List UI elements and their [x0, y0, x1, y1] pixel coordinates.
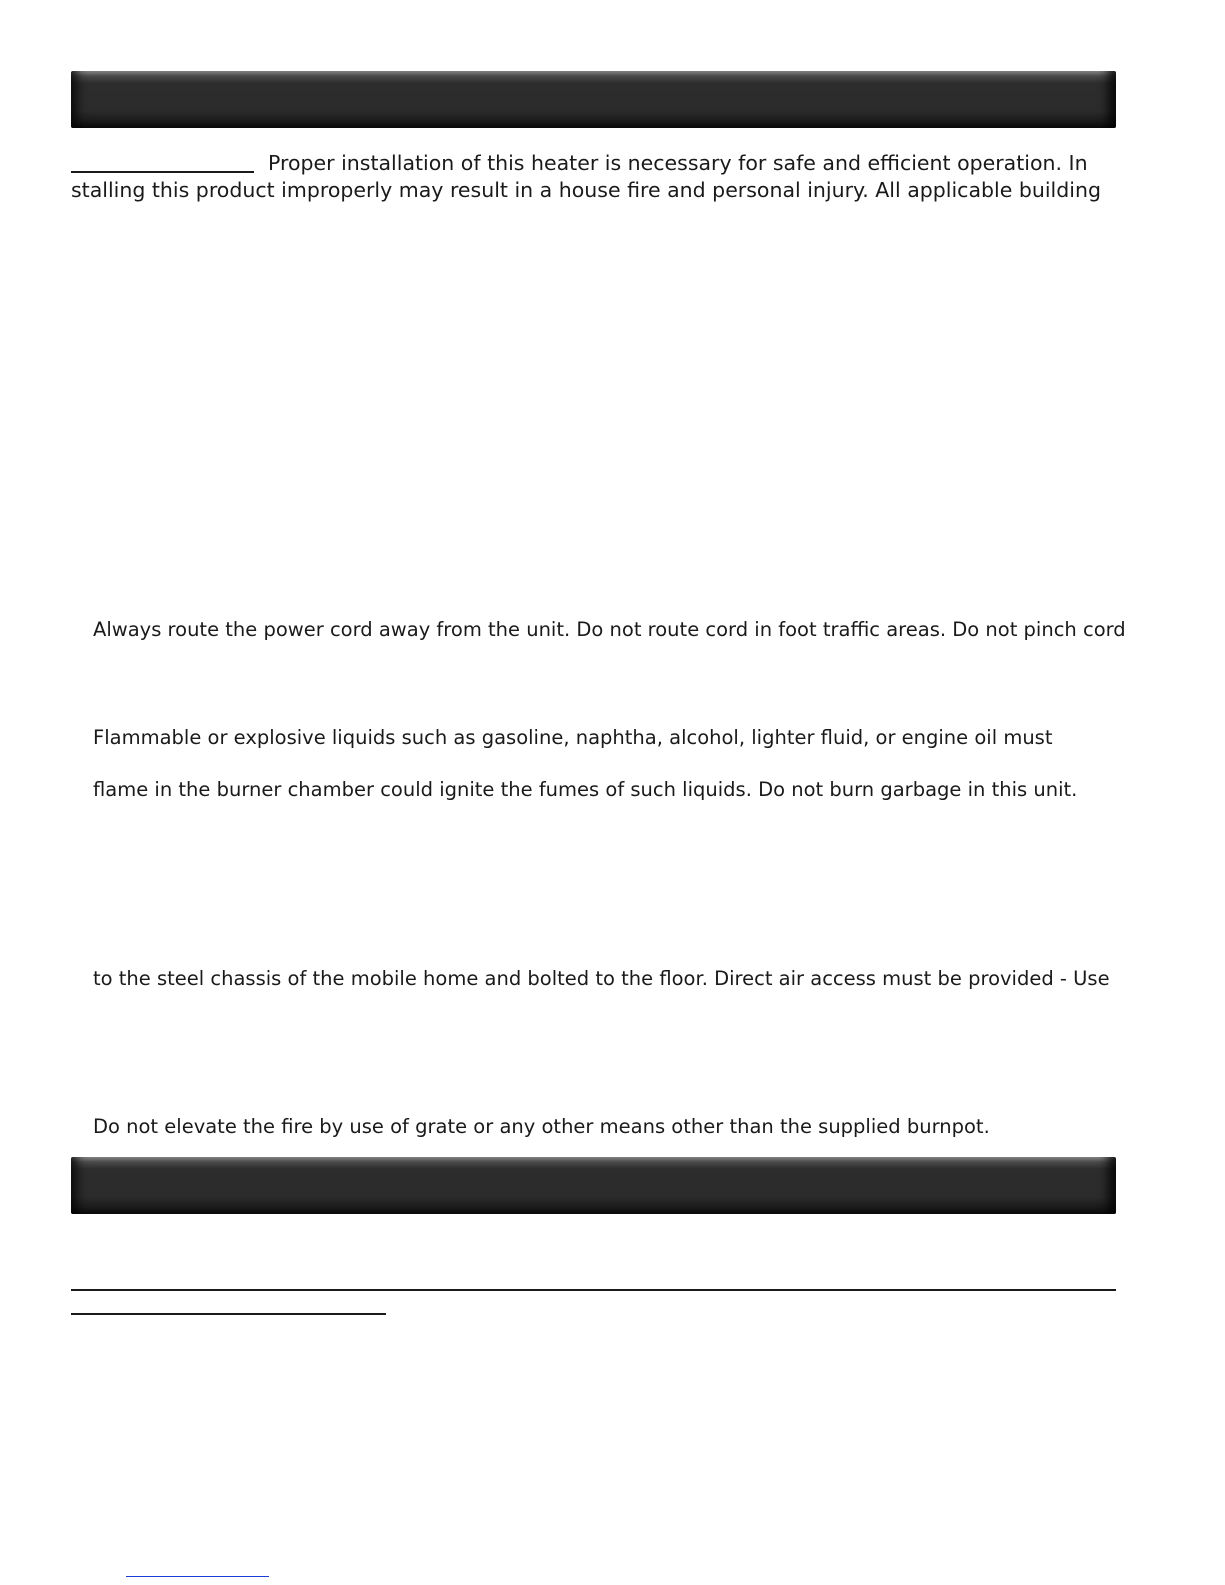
- section-header-bar-top: [71, 71, 1116, 128]
- intro-text-1: Proper installation of this heater is necessary for safe and efficient operation. In: [268, 151, 1088, 175]
- intro-line-1: [71, 151, 1088, 174]
- underline-rule-full: [71, 1289, 1116, 1291]
- intro-line-2: stalling this product improperly may result in a house fire and personal injury. All applicable building: [71, 178, 1101, 202]
- heading-underline-blank: [71, 151, 254, 173]
- warning-grate: Do not elevate the fire by use of grate or any other means other than the supplied burnpot.: [93, 1115, 990, 1138]
- warning-mobile-home: to the steel chassis of the mobile home and bolted to the floor. Direct air access must be provided - Use: [93, 967, 1110, 990]
- warning-burner-flame: flame in the burner chamber could ignite the fumes of such liquids. Do not burn garbage in this unit.: [93, 778, 1078, 801]
- section-header-bar-bottom: [71, 1157, 1116, 1214]
- warning-power-cord: Always route the power cord away from the unit. Do not route cord in foot traffic areas. Do not pinch cord: [93, 618, 1126, 641]
- underline-rule-short: [71, 1313, 386, 1315]
- link-underline[interactable]: [126, 1576, 269, 1577]
- warning-flammable-liquids: Flammable or explosive liquids such as gasoline, naphtha, alcohol, lighter fluid, or engine oil must: [93, 726, 1053, 749]
